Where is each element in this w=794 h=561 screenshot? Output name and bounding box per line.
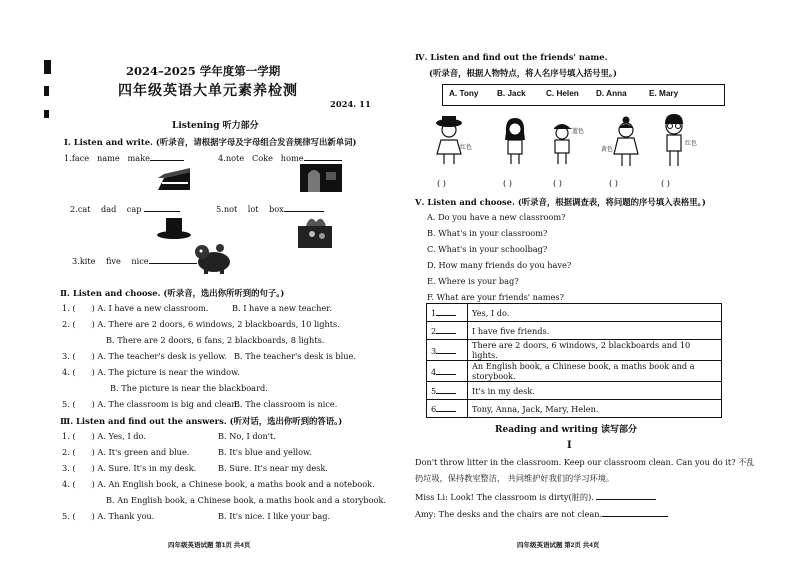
name-option: E. Mary bbox=[649, 89, 679, 98]
figure-answer-blank[interactable]: ( ) bbox=[437, 178, 446, 188]
cake-picture bbox=[152, 164, 194, 194]
survey-answer-table bbox=[426, 303, 722, 418]
binding-mark bbox=[44, 86, 49, 96]
part-numeral: Ⅰ bbox=[567, 440, 572, 451]
question-item: 5. ( ) A. Thank you. bbox=[62, 511, 155, 521]
table-row bbox=[427, 400, 722, 418]
word-row: 3.kite five nice bbox=[72, 255, 197, 266]
question-item: 4. ( ) A. An English book, a Chinese book, a maths book and a notebook. bbox=[62, 479, 375, 489]
question-item: 5. ( ) A. The classroom is big and clean. bbox=[62, 399, 240, 409]
table-answer-cell: It's in my desk. bbox=[468, 382, 722, 400]
exam-page-2 bbox=[397, 0, 794, 561]
question-option: B. What's in your classroom? bbox=[427, 228, 548, 238]
question-item: 3. ( ) A. The teacher's desk is yellow. bbox=[62, 351, 227, 361]
table-number-cell[interactable]: 5 bbox=[427, 382, 468, 400]
word-row: 2.cat dad cap bbox=[70, 203, 180, 214]
option-b: B. The classroom is nice. bbox=[234, 399, 338, 409]
word-row: 4.note Coke home bbox=[218, 152, 342, 163]
option-b: B. The teacher's desk is blue. bbox=[234, 351, 356, 361]
answer-blank[interactable] bbox=[596, 491, 656, 500]
table-answer-cell: There are 2 doors, 6 windows, 2 blackboards and 10 lights. bbox=[468, 340, 722, 361]
section4-heading: Ⅳ. Listen and find out the friends' name. bbox=[415, 52, 608, 62]
answer-blank[interactable] bbox=[284, 203, 324, 212]
question-item: 1. ( ) A. Yes, I do. bbox=[62, 431, 146, 441]
page-footer: 四年级英语试题 第1页 共4页 bbox=[168, 542, 251, 549]
word-row: 1.face name make bbox=[64, 152, 184, 163]
question-item: 3. ( ) A. Sure. It's in my desk. bbox=[62, 463, 197, 473]
answer-blank[interactable] bbox=[144, 203, 180, 212]
name-option: A. Tony bbox=[449, 89, 479, 98]
question-item: 2. ( ) A. There are 2 doors, 6 windows, 2 blackboards, 10 lights. bbox=[62, 319, 340, 329]
figure-answer-blank[interactable]: ( ) bbox=[609, 178, 618, 188]
section1-heading: Ⅰ. Listen and write. (听录音，请根据字母及字母组合发音规律写出新单词) bbox=[64, 137, 357, 147]
table-row bbox=[427, 340, 722, 361]
dialogue-line: Miss Li: Look! The classroom is dirty(脏的). bbox=[415, 491, 656, 503]
name-option: D. Anna bbox=[596, 89, 627, 98]
option-b: B. Sure. It's near my desk. bbox=[218, 463, 329, 473]
option-b: B. It's nice. I like your bag. bbox=[218, 511, 331, 521]
question-item: 2. ( ) A. It's green and blue. bbox=[62, 447, 190, 457]
table-row bbox=[427, 322, 722, 340]
color-label: 蓝色 bbox=[572, 128, 585, 135]
answer-blank[interactable] bbox=[150, 152, 184, 161]
home-picture bbox=[300, 160, 342, 192]
question-item: 4. ( ) A. The picture is near the window. bbox=[62, 367, 240, 377]
figure-answer-blank[interactable]: ( ) bbox=[503, 178, 512, 188]
exam-date: 2024. 11 bbox=[330, 99, 371, 109]
listening-header: Listening 听力部分 bbox=[172, 121, 259, 131]
color-label: 黄色 bbox=[601, 146, 614, 153]
table-number-cell[interactable]: 6 bbox=[427, 400, 468, 418]
figure-answer-blank[interactable]: ( ) bbox=[661, 178, 670, 188]
passage-line: Don't throw litter in the classroom. Keep our classroom clean. Can you do it? 不乱 bbox=[415, 457, 755, 467]
option-b: B. It's blue and yellow. bbox=[218, 447, 312, 457]
girl-long-hair-figure bbox=[501, 116, 529, 166]
exam-title-line2: 四年级英语大单元素养检测 bbox=[118, 83, 298, 99]
question-option: D. How many friends do you have? bbox=[427, 260, 572, 270]
table-number-cell[interactable]: 2 bbox=[427, 322, 468, 340]
name-list-box bbox=[442, 84, 725, 106]
word-row: 5.not lot box bbox=[216, 203, 324, 214]
nice-animal-picture bbox=[190, 242, 236, 274]
reading-writing-header: Reading and writing 读写部分 bbox=[495, 425, 637, 435]
table-answer-cell: An English book, a Chinese book, a maths book and a storybook. bbox=[468, 361, 722, 382]
girl-bun-hair-figure bbox=[611, 116, 641, 168]
figure-answer-blank[interactable]: ( ) bbox=[553, 178, 562, 188]
table-answer-cell: I have five friends. bbox=[468, 322, 722, 340]
table-row bbox=[427, 304, 722, 322]
passage-line: 扔垃圾，保持教室整洁， 共同维护好我们的学习环境。 bbox=[415, 473, 615, 483]
section3-heading: Ⅲ. Listen and find out the answers. (听对话，选出你听到的答语。) bbox=[60, 416, 343, 426]
table-number-cell[interactable]: 3 bbox=[427, 340, 468, 361]
table-row bbox=[427, 382, 722, 400]
exam-title-line1: 2024–2025 学年度第一学期 bbox=[126, 64, 281, 78]
option-b: B. The picture is near the blackboard. bbox=[110, 383, 268, 393]
option-b: B. An English book, a Chinese book, a maths book and a storybook. bbox=[106, 495, 387, 505]
table-row bbox=[427, 361, 722, 382]
section4-subheading: (听录音，根据人物特点，将人名序号填入括号里。) bbox=[429, 68, 617, 78]
option-b: B. No, I don't. bbox=[218, 431, 276, 441]
name-option: C. Helen bbox=[546, 89, 579, 98]
table-number-cell[interactable]: 1 bbox=[427, 304, 468, 322]
answer-blank[interactable] bbox=[602, 508, 668, 517]
page-footer: 四年级英语试题 第2页 共4页 bbox=[517, 542, 600, 549]
dialogue-line: Amy: The desks and the chairs are not clean. bbox=[415, 508, 668, 519]
question-option: F. What are your friends' names? bbox=[427, 292, 564, 302]
binding-mark bbox=[44, 60, 51, 74]
color-label: 红色 bbox=[685, 140, 698, 147]
question-option: A. Do you have a new classroom? bbox=[427, 212, 566, 222]
binding-mark bbox=[44, 110, 49, 118]
table-answer-cell: Yes, I do. bbox=[468, 304, 722, 322]
name-option: B. Jack bbox=[497, 89, 526, 98]
question-option: E. Where is your bag? bbox=[427, 276, 519, 286]
question-item: 1. ( ) A. I have a new classroom. bbox=[62, 303, 209, 313]
color-label: 红色 bbox=[460, 144, 473, 151]
option-b: B. I have a new teacher. bbox=[232, 303, 332, 313]
section2-heading: Ⅱ. Listen and choose. (听录音，选出你所听到的句子。) bbox=[60, 288, 285, 298]
cap-picture bbox=[156, 216, 192, 242]
section5-heading: Ⅴ. Listen and choose. (听录音，根据调查表，将问题的序号填入表格里。) bbox=[415, 197, 706, 207]
question-option: C. What's in your schoolbag? bbox=[427, 244, 548, 254]
option-b: B. There are 2 doors, 6 fans, 2 blackboards, 8 lights. bbox=[106, 335, 325, 345]
table-answer-cell: Tony, Anna, Jack, Mary, Helen. bbox=[468, 400, 722, 418]
girl-with-hat-figure bbox=[435, 114, 465, 166]
box-picture bbox=[296, 212, 340, 250]
table-number-cell[interactable]: 4 bbox=[427, 361, 468, 382]
